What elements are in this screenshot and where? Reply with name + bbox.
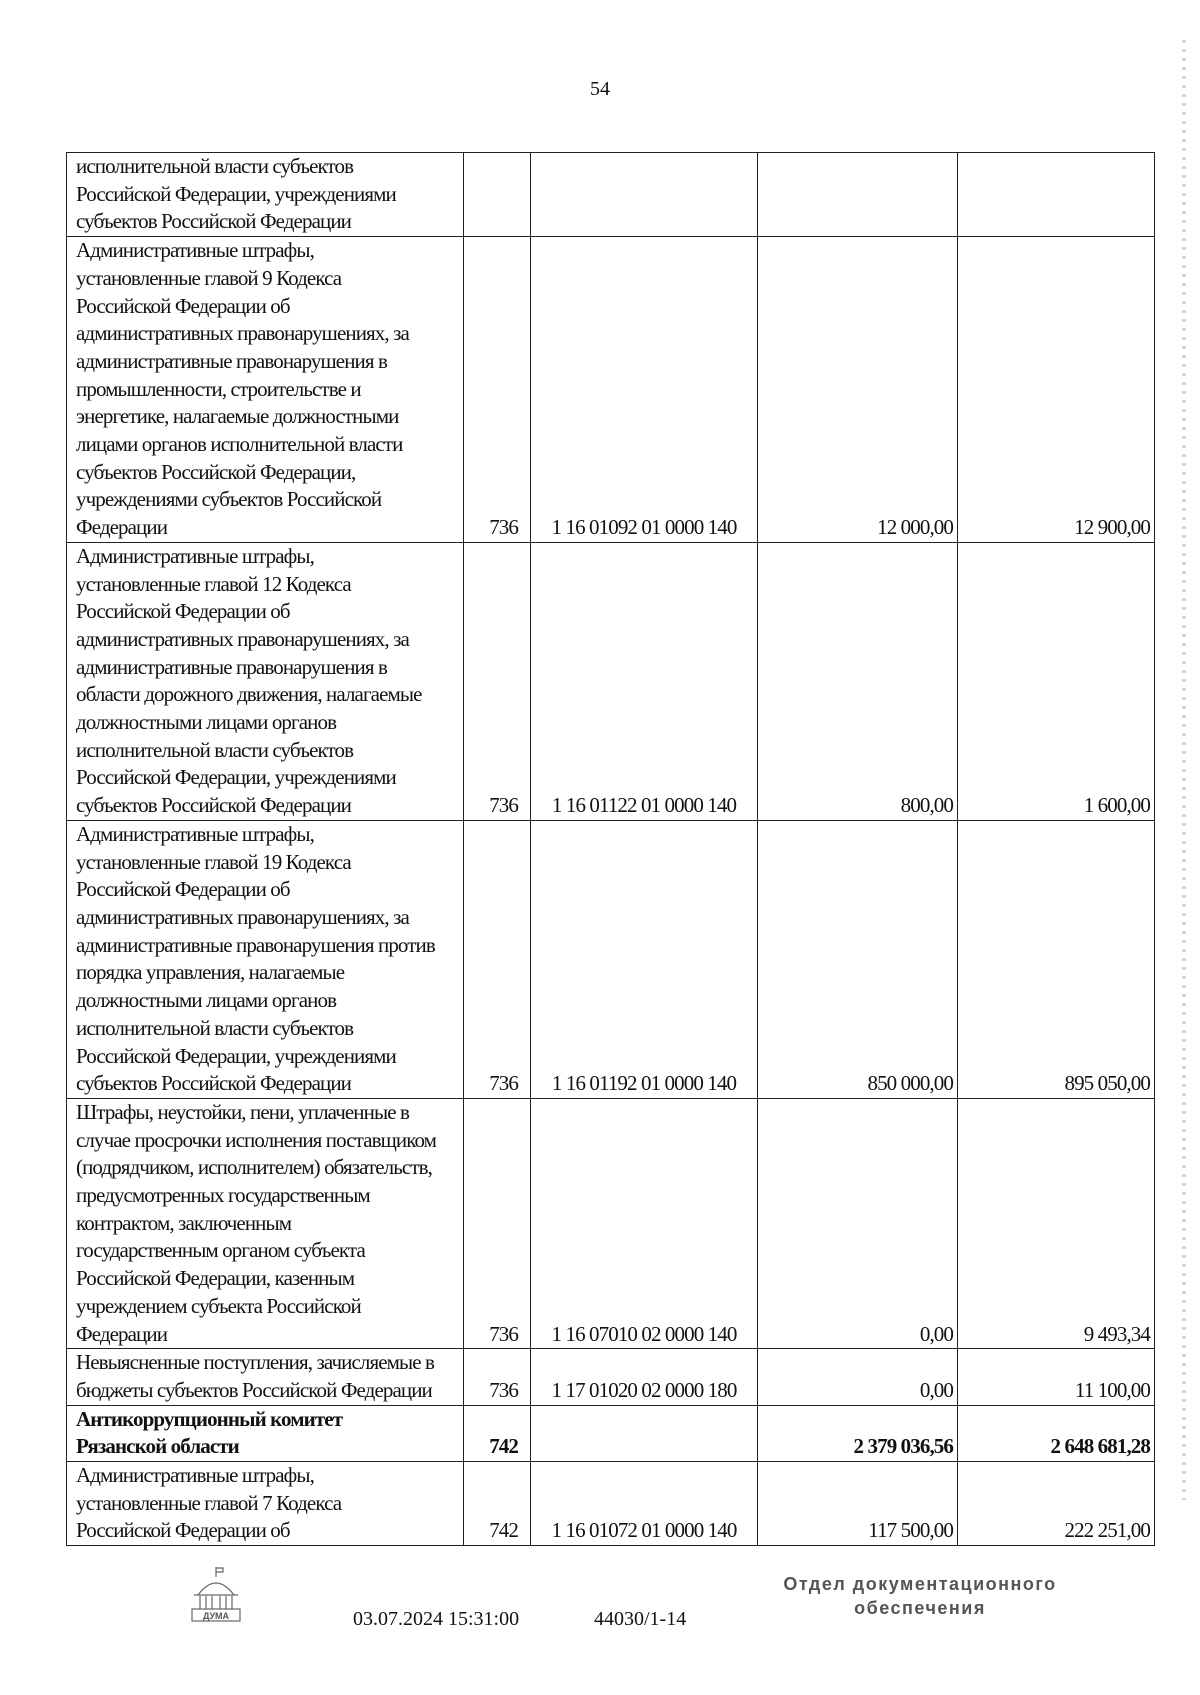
scan-edge-artifact — [1182, 40, 1186, 1500]
administrator-code-cell: 736 — [464, 820, 531, 1098]
amount-2025-cell: 12 900,00 — [958, 237, 1155, 543]
administrator-code-cell: 736 — [464, 237, 531, 543]
department-stamp — [760, 1572, 1080, 1620]
table-row — [67, 237, 1155, 543]
amount-2025-cell: 222 251,00 — [958, 1462, 1155, 1546]
amount-2024-cell: 117 500,00 — [758, 1462, 958, 1546]
amount-2024-cell: 850 000,00 — [758, 820, 958, 1098]
budget-classification-code-cell: 1 16 01122 01 0000 140 — [531, 542, 758, 820]
revenue-name-cell: Административные штрафы, установленные главой 7 Кодекса Российской Федерации об — [67, 1462, 464, 1546]
revenue-name-cell: Административные штрафы, установленные главой 19 Кодекса Российской Федерации об административных правонарушениях, за административные правонарушения против порядка управления, налагаемые должностными лицами органов исполнительной власти субъектов Российской Федерации, учреждениями субъектов Российской Федерации — [67, 820, 464, 1098]
administrator-code-cell — [464, 153, 531, 237]
amount-2025-cell: 11 100,00 — [958, 1349, 1155, 1405]
table-row — [67, 820, 1155, 1098]
table-row — [67, 1405, 1155, 1461]
administrator-code-cell: 742 — [464, 1405, 531, 1461]
stamp-line-2: обеспечения — [854, 1598, 986, 1618]
revenue-name-cell: Штрафы, неустойки, пени, уплаченные в случае просрочки исполнения поставщиком (подрядчиком, исполнителем) обязательств, предусмотренных государственным контрактом, заключенным государственным органом субъекта Российской Федерации, казенным учреждением субъекта Российской Федерации — [67, 1098, 464, 1348]
budget-classification-code-cell: 1 17 01020 02 0000 180 — [531, 1349, 758, 1405]
logo-text: ДУМА — [202, 1611, 230, 1621]
amount-2024-cell — [758, 153, 958, 237]
amount-2025-cell: 2 648 681,28 — [958, 1405, 1155, 1461]
revenue-name-cell: Административные штрафы, установленные главой 12 Кодекса Российской Федерации об административных правонарушениях, за административные правонарушения в области дорожного движения, налагаемые должностными лицами органов исполнительной власти субъектов Российской Федерации, учреждениями субъектов Российской Федерации — [67, 542, 464, 820]
amount-2024-cell: 0,00 — [758, 1098, 958, 1348]
amount-2024-cell: 12 000,00 — [758, 237, 958, 543]
budget-classification-code-cell: 1 16 01092 01 0000 140 — [531, 237, 758, 543]
table-row — [67, 1462, 1155, 1546]
duma-logo-icon — [186, 1565, 246, 1627]
administrator-code-cell: 736 — [464, 1349, 531, 1405]
table-row — [67, 1349, 1155, 1405]
amount-2024-cell: 800,00 — [758, 542, 958, 820]
amount-2024-cell: 0,00 — [758, 1349, 958, 1405]
revenue-name-cell: Антикоррупционный комитет Рязанской области — [67, 1405, 464, 1461]
revenue-name-cell: Административные штрафы, установленные главой 9 Кодекса Российской Федерации об административных правонарушениях, за административные правонарушения в промышленности, строительстве и энергетике, налагаемые должностными лицами органов исполнительной власти субъектов Российской Федерации, учреждениями субъектов Российской Федерации — [67, 237, 464, 543]
budget-table — [66, 152, 1155, 1546]
revenue-name-cell: Невыясненные поступления, зачисляемые в бюджеты субъектов Российской Федерации — [67, 1349, 464, 1405]
administrator-code-cell: 736 — [464, 1098, 531, 1348]
revenue-name-cell: исполнительной власти субъектов Российской Федерации, учреждениями субъектов Российской Федерации — [67, 153, 464, 237]
budget-classification-code-cell — [531, 1405, 758, 1461]
administrator-code-cell: 742 — [464, 1462, 531, 1546]
amount-2025-cell — [958, 153, 1155, 237]
table-row — [67, 542, 1155, 820]
registration-number: 44030/1-14 — [594, 1608, 687, 1630]
budget-classification-code-cell: 1 16 07010 02 0000 140 — [531, 1098, 758, 1348]
amount-2025-cell: 9 493,34 — [958, 1098, 1155, 1348]
budget-table-body — [67, 153, 1155, 1546]
budget-classification-code-cell: 1 16 01072 01 0000 140 — [531, 1462, 758, 1546]
administrator-code-cell: 736 — [464, 542, 531, 820]
table-row — [67, 1098, 1155, 1348]
amount-2024-cell: 2 379 036,56 — [758, 1405, 958, 1461]
amount-2025-cell: 895 050,00 — [958, 820, 1155, 1098]
budget-classification-code-cell — [531, 153, 758, 237]
stamp-line-1: Отдел документационного — [783, 1574, 1057, 1594]
amount-2025-cell: 1 600,00 — [958, 542, 1155, 820]
page-number: 54 — [590, 78, 610, 100]
budget-classification-code-cell: 1 16 01192 01 0000 140 — [531, 820, 758, 1098]
table-row — [67, 153, 1155, 237]
registration-date: 03.07.2024 15:31:00 — [353, 1608, 520, 1630]
